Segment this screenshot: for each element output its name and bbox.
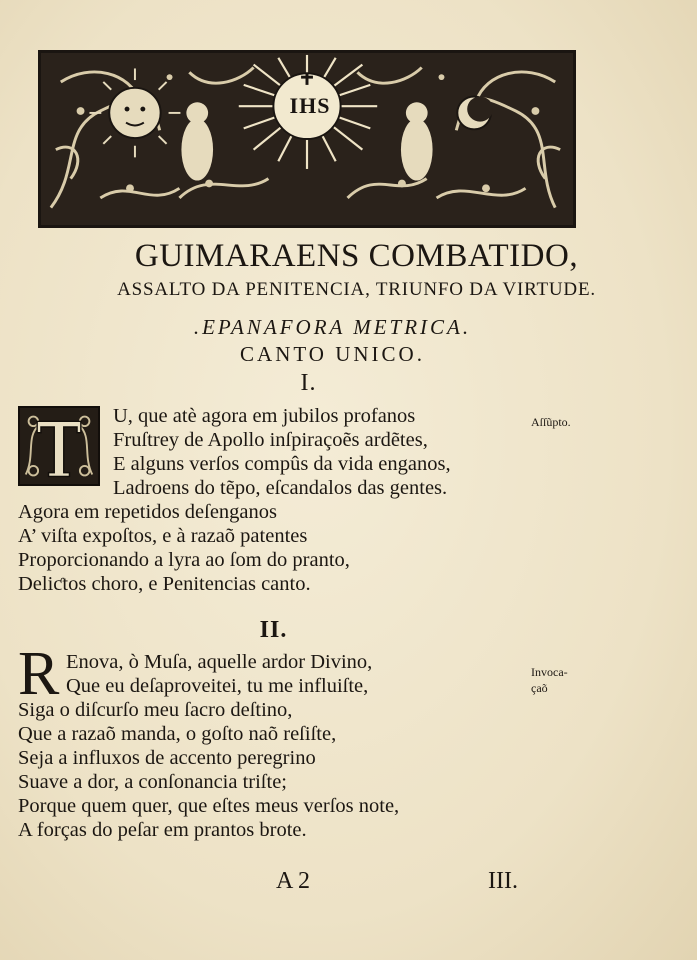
stanza-2-line-4: Que a razaõ manda, o goſto naõ reſiſte, xyxy=(18,723,337,745)
poem-form-heading: .EPANAFORA METRICA. xyxy=(193,315,472,339)
stanza-1-line-2: Fruſtrey de Apollo inſpiraçoẽs ardẽtes, xyxy=(113,429,428,451)
decorated-initial-t xyxy=(18,406,100,486)
stanza-1-line-4: Ladroens do tẽpo, eſcandalos das gentes. xyxy=(113,477,448,499)
stanza-number-1: I. xyxy=(300,370,317,396)
stanza-1-line-8: Deliƈtos choro, e Penitencias canto. xyxy=(18,573,311,595)
stanza-2-line-8: A forças do peſar em prantos brote. xyxy=(18,819,307,841)
book-subtitle: ASSALTO DA PENITENCIA, TRIUNFO DA VIRTUDE. xyxy=(117,279,596,300)
stanza-1-line-1: U, que atè agora em jubilos profanos xyxy=(113,405,416,427)
stanza-2-line-6: Suave a dor, a conſonancia triſte; xyxy=(18,771,287,793)
stanza-2-line-1: Enova, ò Muſa, aquelle ardor Divino, xyxy=(66,651,373,673)
margin-note-assunto: Aſſũpto. xyxy=(531,415,571,429)
stanza-2-line-2: Que eu deſaproveitei, tu me influiſte, xyxy=(66,675,369,697)
stanza-1-line-5: Agora em repetidos deſenganos xyxy=(18,501,278,523)
margin-note-invocacao-2: çaõ xyxy=(531,681,548,695)
stanza-2-line-7: Porque quem quer, que eſtes meus verſos note, xyxy=(18,795,400,817)
stanza-1-line-7: Proporcionando a lyra ao ſom do pranto, xyxy=(18,549,350,571)
catchword: III. xyxy=(488,868,518,894)
margin-note-invocacao-1: Invoca- xyxy=(531,665,568,679)
stanza-1-line-3: E alguns verſos compûs da vida enganos, xyxy=(113,453,451,475)
book-title: GUIMARAENS COMBATIDO, xyxy=(134,238,579,274)
initial-letter-r: R xyxy=(18,640,60,708)
woodcut-header-ornament xyxy=(38,50,576,228)
canto-heading: CANTO UNICO. xyxy=(240,342,425,366)
stanza-number-2: II. xyxy=(259,617,288,643)
stanza-2-line-3: Siga o diſcurſo meu ſacro deſtino, xyxy=(18,699,293,721)
stanza-1-line-6: A’ viſta expoſtos, e à razaõ patentes xyxy=(18,525,308,547)
stanza-2-line-5: Seja a influxos de accento peregrino xyxy=(18,747,316,769)
ihs-monogram: IHS xyxy=(289,93,331,118)
signature-mark: A 2 xyxy=(276,868,311,894)
